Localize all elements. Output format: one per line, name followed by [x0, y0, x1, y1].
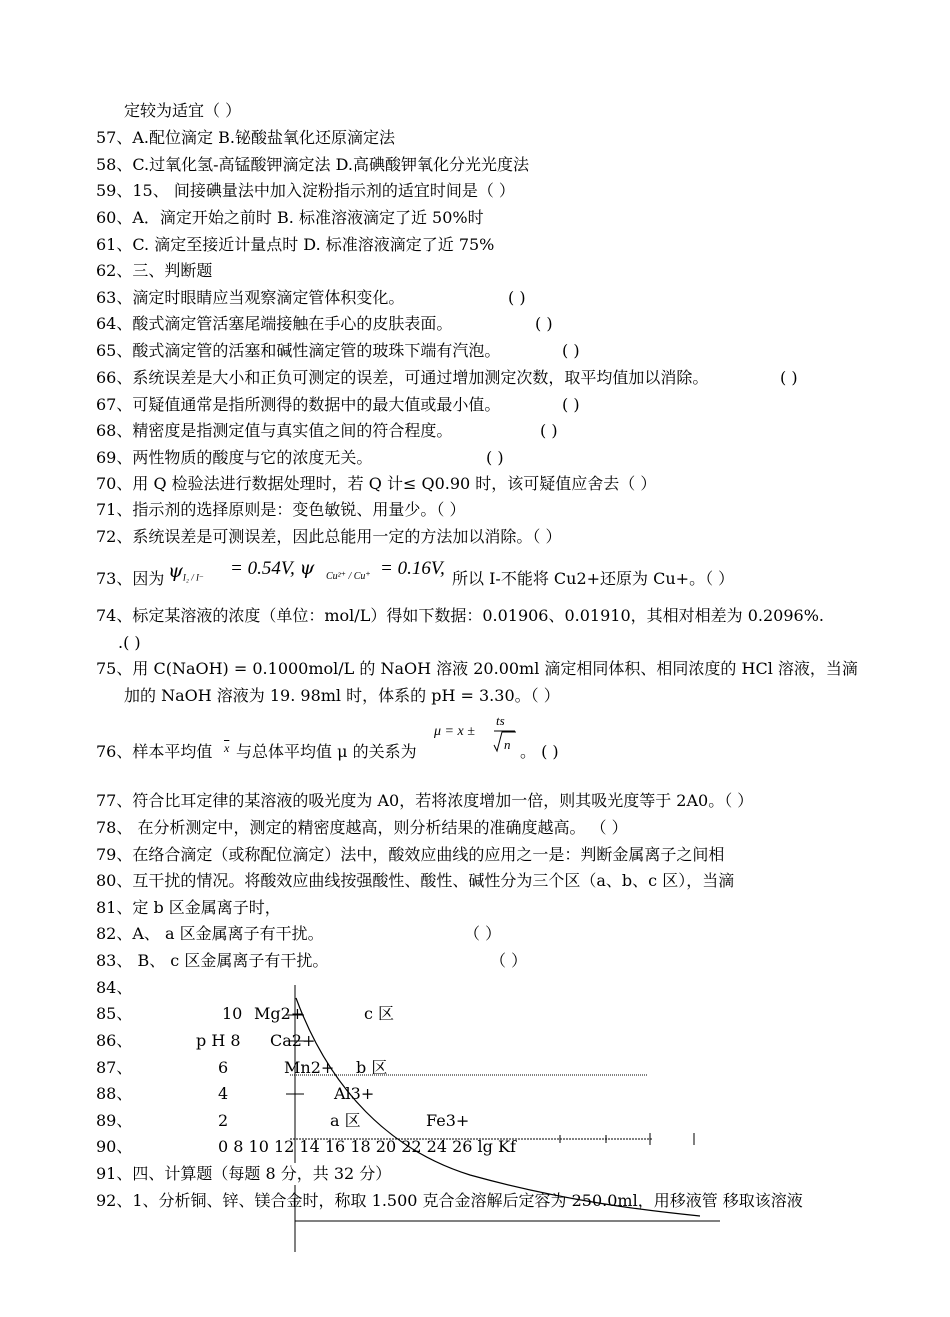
ion-label-mn: Mn2+: [284, 1058, 335, 1077]
ph-tick-2: 2: [218, 1111, 229, 1130]
question-69: 69、两性物质的酸度与它的浓度无关。: [96, 448, 373, 467]
ph-tick-4: 4: [218, 1084, 229, 1103]
line-continuation: 定较为适宜（ ）: [124, 101, 242, 120]
fig-row-87-number: 87、: [96, 1058, 133, 1077]
potential-formula: $\psi_{I_2 / I^-}$: [168, 560, 204, 583]
potential-value-2: = 0.16V,: [380, 558, 445, 579]
question-74-blank: .( ): [118, 633, 141, 652]
question-66: 66、系统误差是大小和正负可测定的误差，可通过增加测定次数，取平均值加以消除。: [96, 368, 709, 387]
question-81: 81、定 b 区金属离子时，: [96, 898, 281, 917]
question-64: 64、酸式滴定管活塞尾端接触在手心的皮肤表面。: [96, 314, 453, 333]
question-70: 70、用 Q 检验法进行数据处理时，若 Q 计≤ Q0.90 时，该可疑值应舍去（ ）: [96, 474, 657, 493]
question-80: 80、互干扰的情况。将酸效应曲线按强酸性、酸性、碱性分为三个区（a、b、c 区），当滴: [96, 871, 735, 890]
fig-row-85-number: 85、: [96, 1004, 133, 1023]
lgkf-axis-labels: 0 8 10 12 14 16 18 20 22 24 26 lg Kf: [218, 1137, 516, 1156]
section-heading: 62、三、判断题: [96, 261, 213, 280]
question-63: 63、滴定时眼睛应当观察滴定管体积变化。: [96, 288, 405, 307]
question-76-blank: 。 ( ): [520, 742, 559, 761]
question-92: 92、1、分析铜、锌、镁合金时，称取 1.500 克合金溶解后定容为 250.0ml，用移液管 移取该溶液: [96, 1191, 803, 1210]
question-73-number: 73、因为: [96, 569, 165, 588]
ion-label-al: Al3+: [334, 1084, 375, 1103]
question-77: 77、符合比耳定律的某溶液的吸光度为 A0，若将浓度增加一倍，则其吸光度等于 2A0。（ ）: [96, 791, 754, 810]
section-calculation: 91、四、计算题（每题 8 分，共 32 分）: [96, 1164, 392, 1183]
answer-blank-69: ( ): [486, 448, 504, 467]
fig-row-88-number: 88、: [96, 1084, 133, 1103]
question-67: 67、可疑值通常是指所测得的数据中的最大值或最小值。: [96, 395, 501, 414]
question-59: 59、15、 间接碘量法中加入淀粉指示剂的适宜时间是（ ）: [96, 181, 515, 200]
answer-blank-65: ( ): [562, 341, 580, 360]
potential-value-1: = 0.54V, ψ: [230, 557, 315, 579]
zone-label-a: a 区: [330, 1111, 361, 1130]
question-78: 78、 在分析测定中，测定的精密度越高，则分析结果的准确度越高。 （ ）: [96, 818, 628, 837]
question-76: 76、样本平均值: [96, 742, 213, 761]
question-74: 74、标定某溶液的浓度（单位：mol/L）得如下数据：0.01906、0.01910，其相对相差为 0.2096%.: [96, 606, 825, 625]
answer-blank-64: ( ): [535, 314, 553, 333]
answer-blank-82: （ ）: [464, 924, 502, 943]
question-73-tail: 所以 I-不能将 Cu2+还原为 Cu+。（ ）: [452, 569, 735, 588]
ph-axis-label: p H 8: [196, 1031, 241, 1050]
option-82: 82、A、 a 区金属离子有干扰。: [96, 924, 324, 943]
fig-row-86-number: 86、: [96, 1031, 133, 1050]
answer-blank-67: ( ): [562, 395, 580, 414]
potential-subscript-2: Cu²⁺ / Cu⁺: [326, 571, 371, 582]
ion-label-mg: Mg2+: [254, 1004, 305, 1023]
question-75-cont: 加的 NaOH 溶液为 19. 98ml 时，体系的 pH = 3.30。（ ）: [124, 686, 560, 705]
option-83: 83、 B、 c 区金属离子有干扰。: [96, 951, 329, 970]
ion-label-ca: Ca2+: [270, 1031, 316, 1050]
question-68: 68、精密度是指测定值与真实值之间的符合程度。: [96, 421, 453, 440]
answer-blank-68: ( ): [540, 421, 558, 440]
question-57: 57、A.配位滴定 B.铋酸盐氧化还原滴定法: [96, 128, 395, 147]
question-71: 71、指示剂的选择原则是：变色敏锐、用量少。（ ）: [96, 500, 466, 519]
question-61: 61、C. 滴定至接近计量点时 D. 标准溶液滴定了近 75%: [96, 235, 495, 254]
ion-label-fe: Fe3+: [426, 1111, 470, 1130]
zone-label-b: b 区: [356, 1058, 388, 1077]
question-60: 60、A．滴定开始之前时 B. 标准溶液滴定了近 50%时: [96, 208, 484, 227]
answer-blank-83: （ ）: [490, 951, 528, 970]
fig-row-90-number: 90、: [96, 1137, 133, 1156]
ph-tick-10: 10: [222, 1004, 243, 1023]
line-84: 84、: [96, 978, 133, 997]
question-72: 72、系统误差是可测误差，因此总能用一定的方法加以消除。（ ）: [96, 527, 562, 546]
mean-formula-numerator: ts: [496, 713, 505, 728]
sqrt-sign: [494, 732, 516, 751]
question-79: 79、在络合滴定（或称配位滴定）法中，酸效应曲线的应用之一是：判断金属离子之间相: [96, 845, 725, 864]
ph-tick-6: 6: [218, 1058, 229, 1077]
answer-blank-63: ( ): [508, 288, 526, 307]
fig-row-89-number: 89、: [96, 1111, 133, 1130]
question-58: 58、C.过氧化氢-高锰酸钾滴定法 D.高碘酸钾氧化分光光度法: [96, 155, 529, 174]
mean-formula-denominator: n: [504, 737, 511, 752]
question-75: 75、用 C(NaOH) = 0.1000mol/L 的 NaOH 溶液 20.00ml 滴定相同体积、相同浓度的 HCl 溶液，当滴: [96, 659, 858, 678]
question-65: 65、酸式滴定管的活塞和碱性滴定管的玻珠下端有汽泡。: [96, 341, 501, 360]
xbar-symbol: $\overline{x}$: [224, 741, 230, 755]
question-76-mid: 与总体平均值 μ 的关系为: [236, 742, 417, 761]
answer-blank-66: ( ): [780, 368, 798, 387]
mean-formula-lhs: μ = x ±: [434, 724, 475, 739]
zone-label-c: c 区: [364, 1004, 395, 1023]
